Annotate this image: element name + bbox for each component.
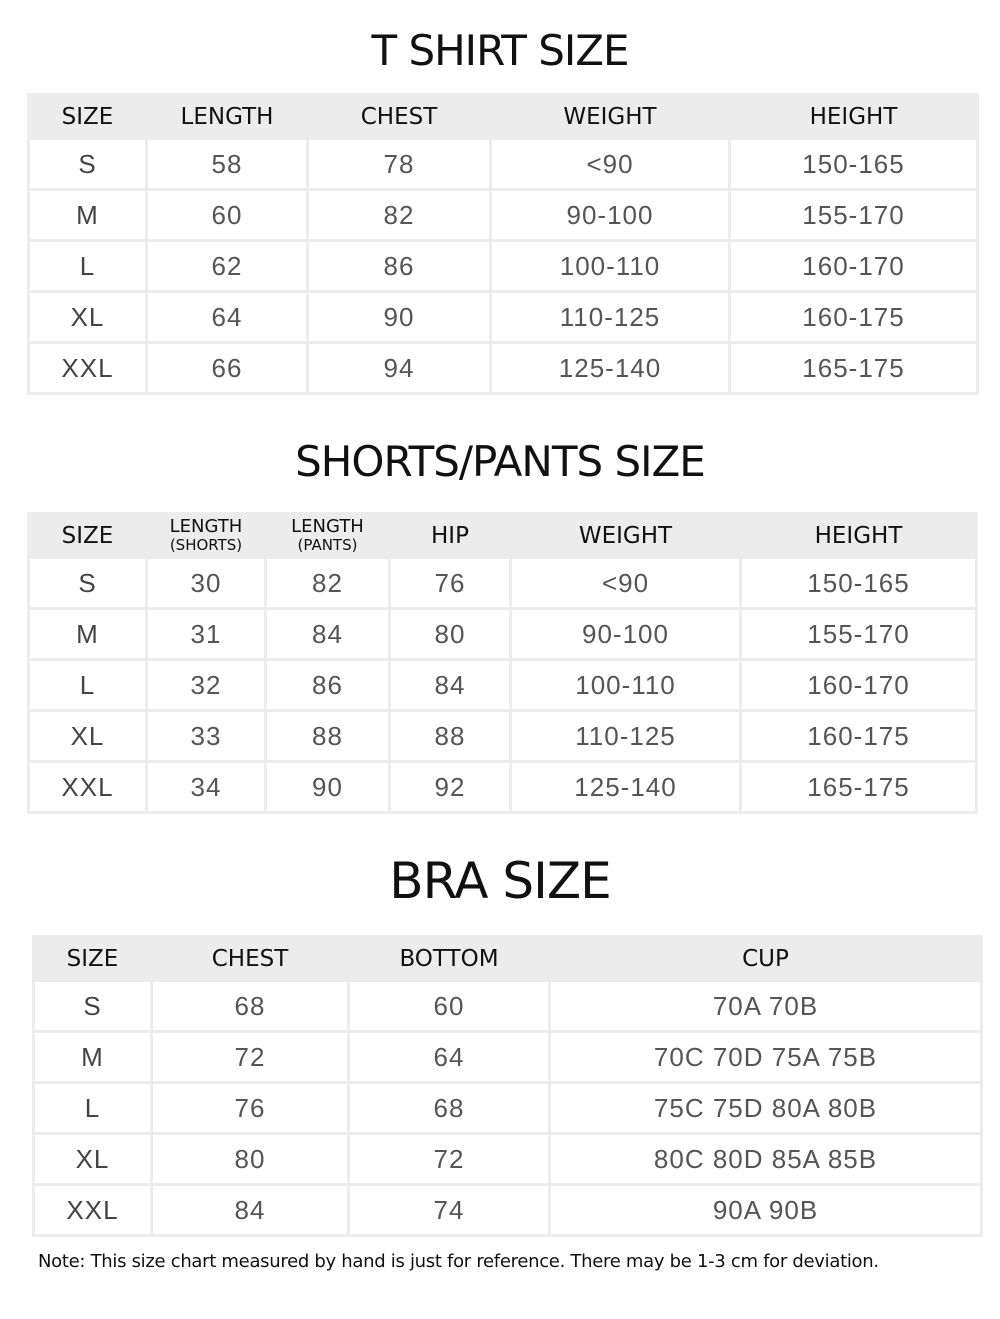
header-row xyxy=(30,96,976,137)
pants-title: SHORTS/PANTS SIZE xyxy=(295,437,705,486)
table-cell: 32 xyxy=(148,661,264,709)
table-cell: 90A 90B xyxy=(551,1186,980,1234)
table-row xyxy=(30,242,976,290)
pants-size-table xyxy=(27,512,978,814)
table-cell: 160-175 xyxy=(731,293,976,341)
bra-title: BRA SIZE xyxy=(389,852,611,910)
size-cell: S xyxy=(35,982,150,1030)
table-row xyxy=(35,982,980,1030)
size-cell: XL xyxy=(30,293,145,341)
table-cell: 62 xyxy=(148,242,306,290)
table-cell: 72 xyxy=(350,1135,548,1183)
table-row xyxy=(35,1033,980,1081)
table-cell: 86 xyxy=(309,242,489,290)
table-cell: 92 xyxy=(391,763,509,811)
table-row xyxy=(30,712,975,760)
table-cell: 100-110 xyxy=(492,242,728,290)
table-cell: 94 xyxy=(309,344,489,392)
table-cell: 30 xyxy=(148,559,264,607)
table-cell: 86 xyxy=(267,661,388,709)
header-row xyxy=(35,938,980,979)
table-cell: 70A 70B xyxy=(551,982,980,1030)
table-cell: 88 xyxy=(267,712,388,760)
size-cell: M xyxy=(30,191,145,239)
table-cell: 80 xyxy=(153,1135,347,1183)
table-cell: 160-170 xyxy=(731,242,976,290)
table-cell: 70C 70D 75A 75B xyxy=(551,1033,980,1081)
table-cell: <90 xyxy=(492,140,728,188)
table-cell: 76 xyxy=(391,559,509,607)
header-size: SIZE xyxy=(35,938,150,979)
size-cell: S xyxy=(30,559,145,607)
table-cell: 60 xyxy=(148,191,306,239)
table-cell: 90-100 xyxy=(492,191,728,239)
table-cell: 82 xyxy=(267,559,388,607)
table-cell: 165-175 xyxy=(742,763,975,811)
tshirt-size-table xyxy=(27,93,979,395)
size-cell: S xyxy=(30,140,145,188)
table-row xyxy=(35,1084,980,1132)
header-height: HEIGHT xyxy=(742,515,975,556)
table-cell: 64 xyxy=(148,293,306,341)
header-length-pants xyxy=(267,515,388,556)
table-row xyxy=(30,661,975,709)
table-cell: 82 xyxy=(309,191,489,239)
size-cell: XXL xyxy=(30,344,145,392)
header-length-shorts xyxy=(148,515,264,556)
footnote: Note: This size chart measured by hand is just for reference. There may be 1-3 cm for deviation. xyxy=(38,1251,879,1272)
table-cell: 125-140 xyxy=(512,763,739,811)
size-cell: M xyxy=(35,1033,150,1081)
table-cell: 66 xyxy=(148,344,306,392)
size-cell: XXL xyxy=(35,1186,150,1234)
table-row xyxy=(30,559,975,607)
table-cell: 60 xyxy=(350,982,548,1030)
header-hip: HIP xyxy=(391,515,509,556)
header-chest: CHEST xyxy=(309,96,489,137)
table-cell: 150-165 xyxy=(731,140,976,188)
table-cell: 150-165 xyxy=(742,559,975,607)
header-length-label: LENGTH xyxy=(169,516,243,537)
table-row xyxy=(30,293,976,341)
table-cell: 100-110 xyxy=(512,661,739,709)
table-cell: 76 xyxy=(153,1084,347,1132)
table-cell: 72 xyxy=(153,1033,347,1081)
table-cell: 74 xyxy=(350,1186,548,1234)
table-cell: 64 xyxy=(350,1033,548,1081)
table-cell: 90 xyxy=(267,763,388,811)
table-cell: 125-140 xyxy=(492,344,728,392)
header-bottom: BOTTOM xyxy=(350,938,548,979)
table-cell: 34 xyxy=(148,763,264,811)
table-row xyxy=(35,1135,980,1183)
table-cell: 68 xyxy=(153,982,347,1030)
table-row xyxy=(30,140,976,188)
header-weight: WEIGHT xyxy=(492,96,728,137)
table-cell: 110-125 xyxy=(512,712,739,760)
size-cell: L xyxy=(30,242,145,290)
table-cell: 33 xyxy=(148,712,264,760)
header-length-sub: (PANTS) xyxy=(297,536,358,554)
table-cell: 90-100 xyxy=(512,610,739,658)
table-cell: 88 xyxy=(391,712,509,760)
table-cell: 68 xyxy=(350,1084,548,1132)
size-cell: M xyxy=(30,610,145,658)
table-cell: 31 xyxy=(148,610,264,658)
table-cell: 80C 80D 85A 85B xyxy=(551,1135,980,1183)
header-weight: WEIGHT xyxy=(512,515,739,556)
table-cell: 165-175 xyxy=(731,344,976,392)
header-length-label: LENGTH xyxy=(291,516,364,537)
header-row xyxy=(30,515,975,556)
header-length: LENGTH xyxy=(148,96,306,137)
table-cell: 155-170 xyxy=(731,191,976,239)
size-cell: L xyxy=(35,1084,150,1132)
header-length-sub: (SHORTS) xyxy=(169,536,243,554)
table-cell: 110-125 xyxy=(492,293,728,341)
table-cell: 58 xyxy=(148,140,306,188)
table-cell: 84 xyxy=(267,610,388,658)
table-cell: 80 xyxy=(391,610,509,658)
table-cell: 90 xyxy=(309,293,489,341)
table-cell: 84 xyxy=(153,1186,347,1234)
header-cup: CUP xyxy=(551,938,980,979)
table-cell: 75C 75D 80A 80B xyxy=(551,1084,980,1132)
table-cell: 160-170 xyxy=(742,661,975,709)
header-size: SIZE xyxy=(30,515,145,556)
table-row xyxy=(30,610,975,658)
table-cell: 84 xyxy=(391,661,509,709)
size-cell: XXL xyxy=(30,763,145,811)
size-cell: L xyxy=(30,661,145,709)
table-cell: 78 xyxy=(309,140,489,188)
table-row xyxy=(30,344,976,392)
header-height: HEIGHT xyxy=(731,96,976,137)
table-row xyxy=(35,1186,980,1234)
table-cell: 155-170 xyxy=(742,610,975,658)
header-chest: CHEST xyxy=(153,938,347,979)
header-size: SIZE xyxy=(30,96,145,137)
table-cell: <90 xyxy=(512,559,739,607)
table-cell: 160-175 xyxy=(742,712,975,760)
bra-size-table xyxy=(32,935,983,1237)
table-row xyxy=(30,763,975,811)
size-cell: XL xyxy=(35,1135,150,1183)
size-cell: XL xyxy=(30,712,145,760)
table-row xyxy=(30,191,976,239)
tshirt-title: T SHIRT SIZE xyxy=(371,26,629,75)
